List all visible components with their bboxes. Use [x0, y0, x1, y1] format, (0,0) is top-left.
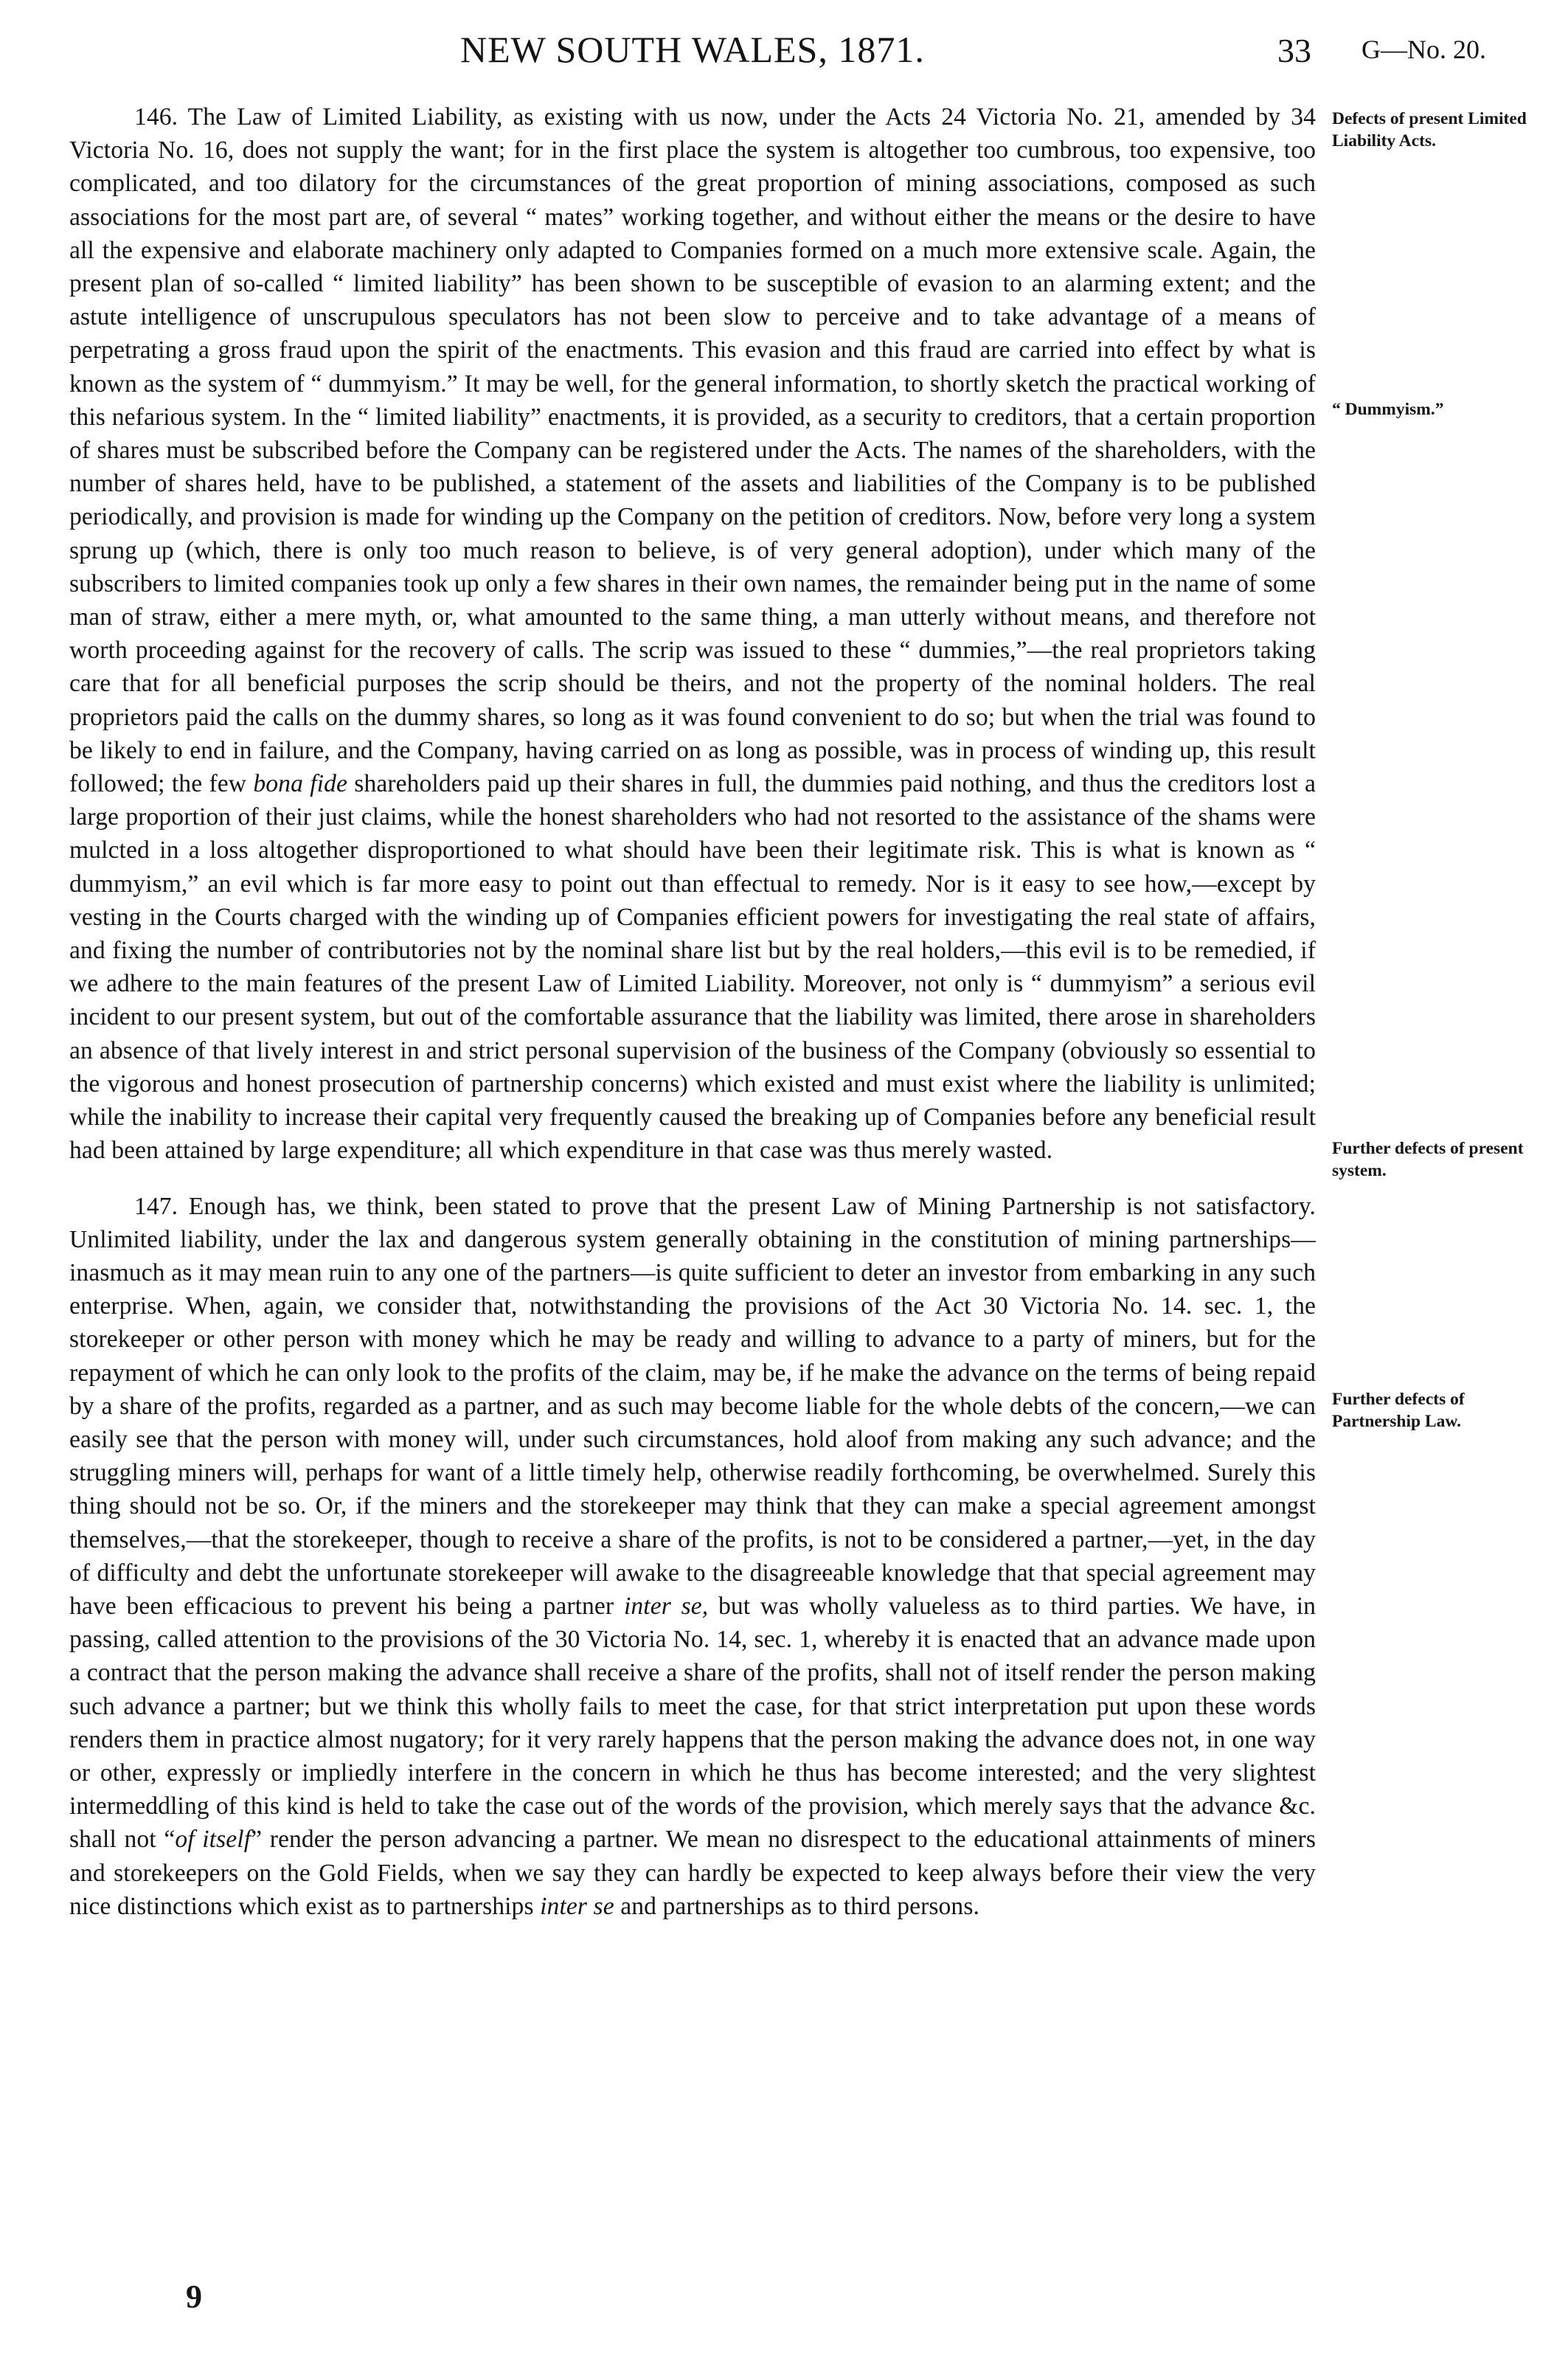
- italic-phrase: inter se,: [623, 1592, 709, 1620]
- margin-note-defects-limited-liability: Defects of present Limited Liability Acts.: [1332, 109, 1527, 150]
- paragraph-text: ” render the person advancing a partner. We mean no disrespect to the educational attainments of miners and storekeepers on the Gold Fields, when we say they can hardly be expected to keep always before their view the very nice distinctions which exist as to partnerships: [69, 1826, 1317, 1920]
- paragraph-text: shareholders paid up their shares in full, the dummies paid nothing, and thus the creditors lost a large proportion of their just claims, while the honest shareholders who had not resorted to the assistance of the shams were mulcted in a loss altogether disproportioned to what should have been their legitimate risk. This is what is known as “ dummyism,” an evil which is far more easy to point out than effectual to remedy. Nor is it easy to see how,—except by vesting in the Courts charged with the winding up of Companies efficient powers for investigating the real state of affairs, and fixing the number of contributories not by the nominal share list but by the real holders,—this evil is to be remedied, if we adhere to the main features of the present Law of Limited Liability. Moreover, not only is “ dummyism” a serious evil incident to our present system, but out of the comfortable assurance that the liability was limited, there arose in shareholders an absence of that lively interest in and strict personal supervision of the business of the Company (obviously so essential to the vigorous and honest prosecution of partnership concerns) which existed and must exist where the liability is unlimited; while the inability to increase their capital very frequently caused the breaking up of Companies before any beneficial result had been attained by large expenditure; all which expenditure in that case was thus merely wasted.: [69, 770, 1316, 1165]
- page-header: [0, 28, 1568, 80]
- paragraph-146: [69, 100, 1316, 1168]
- paragraph-number: 146.: [134, 103, 178, 131]
- italic-phrase: inter se: [540, 1892, 614, 1920]
- document-code: G—No. 20.: [1361, 35, 1486, 64]
- page-number: 33: [1277, 32, 1311, 69]
- signature-number: 9: [186, 2279, 202, 2315]
- paragraph-text: Enough has, we think, been stated to prove that the present Law of Mining Partnership is not satisfactory. Unlimited liability, under the lax and dangerous system generally obtaining in the constitution of mining partnerships—inasmuch as it may mean ruin to any one of the partners—is quite sufficient to deter an investor from embarking in any such enterprise. When, again, we consider that, notwithstanding the provisions of the Act 30 Victoria No. 14. sec. 1, the storekeeper or other person with money which he may be ready and willing to advance to a party of miners, but for the repayment of which he can only look to the profits of the claim, may be, if he make the advance on the terms of being repaid by a share of the profits, regarded as a partner, and as such may become liable for the whole debts of the concern,—we can easily see that the person with money will, under such circumstances, hold aloof from making any such advance; and the struggling miners will, perhaps for want of a little timely help, otherwise readily forthcoming, be overwhelmed. Surely this thing should not be so. Or, if the miners and the storekeeper may think that they can make a special agreement amongst themselves,—that the storekeeper, though to receive a share of the profits, is not to be considered a partner,—yet, in the day of difficulty and debt the unfortunate storekeeper will awake to the disagreeable knowledge that that special agreement may have been efficacious to prevent his being a partner: [69, 1192, 1316, 1620]
- header-title: NEW SOUTH WALES, 1871.: [460, 29, 925, 70]
- margin-note-further-defects-partnership: Further defects of Partnership Law.: [1332, 1390, 1465, 1431]
- italic-phrase: bona fide: [253, 770, 347, 798]
- paragraph-text: The Law of Limited Liability, as existing with us now, under the Acts 24 Victoria No. 21, amended by 34 Victoria No. 16, does not supply the want; for in the first place the system is altogether too cumbrous, too expensive, too complicated, and too dilatory for the circumstances of the great proportion of mining associations, composed as such associations for the most part are, of several “ mates” working together, and without either the means or the desire to have all the expensive and elaborate machinery only adapted to Companies formed on a much more extensive scale. Again, the present plan of so-called “ limited liability” has been shown to be susceptible of evasion to an alarming extent; and the astute intelligence of unscrupulous speculators has not been slow to perceive and to take advantage of a means of perpetrating a gross fraud upon the spirit of the enactments. This evasion and this fraud are carried into effect by what is known as the system of “ dummyism.” It may be well, for the general information, to shortly sketch the practical working of this nefarious system. In the “ limited liability” enactments, it is provided, as a security to creditors, that a certain proportion of shares must be subscribed before the Company can be registered under the Acts. The names of the shareholders, with the number of shares held, have to be published, a statement of the assets and liabilities of the Company is to be published periodically, and provision is made for winding up the Company on the petition of creditors. Now, before very long a system sprung up (which, there is only too much reason to believe, is of very general adoption), under which many of the subscribers to limited companies took up only a few shares in their own names, the remainder being put in the name of some man of straw, either a mere myth, or, what amounted to the same thing, a man utterly without means, and therefore not worth proceeding against for the recovery of calls. The scrip was issued to these “ dummies,”—the real proprietors taking care that for all beneficial purposes the scrip should be theirs, and not the property of the nominal holders. The real proprietors paid the calls on the dummy shares, so long as it was found convenient to do so; but when the trial was found to be likely to end in failure, and the Company, having carried on as long as possible, was in process of winding up, this result followed; the few: [69, 103, 1317, 798]
- paragraph-text: but was wholly valueless as to third parties. We have, in passing, called attention to the provisions of the 30 Victoria No. 14, sec. 1, whereby it is enacted that an advance made upon a contract that the person making the advance shall receive a share of the profits, shall not of itself render the person making such advance a partner; but we think this wholly fails to meet the case, for that strict interpretation put upon these words renders them in practice almost nugatory; for it very rarely happens that the person making the advance does not, in one way or other, expressly or impliedly interfere in the concern in which he thus has become interested; and the very slightest intermeddling of this kind is held to take the case out of the words of the provision, which merely says that the advance &c. shall not “: [69, 1592, 1317, 1854]
- italic-phrase: of itself: [175, 1826, 251, 1854]
- paragraph-147: [69, 1190, 1316, 1923]
- margin-note-further-defects-system: Further defects of present system.: [1332, 1139, 1524, 1180]
- paragraph-text: and partnerships as to third persons.: [620, 1892, 979, 1920]
- margin-note-dummyism: “ Dummyism.”: [1332, 400, 1444, 419]
- body-text: [69, 100, 1316, 1923]
- paragraph-number: 147.: [134, 1192, 178, 1220]
